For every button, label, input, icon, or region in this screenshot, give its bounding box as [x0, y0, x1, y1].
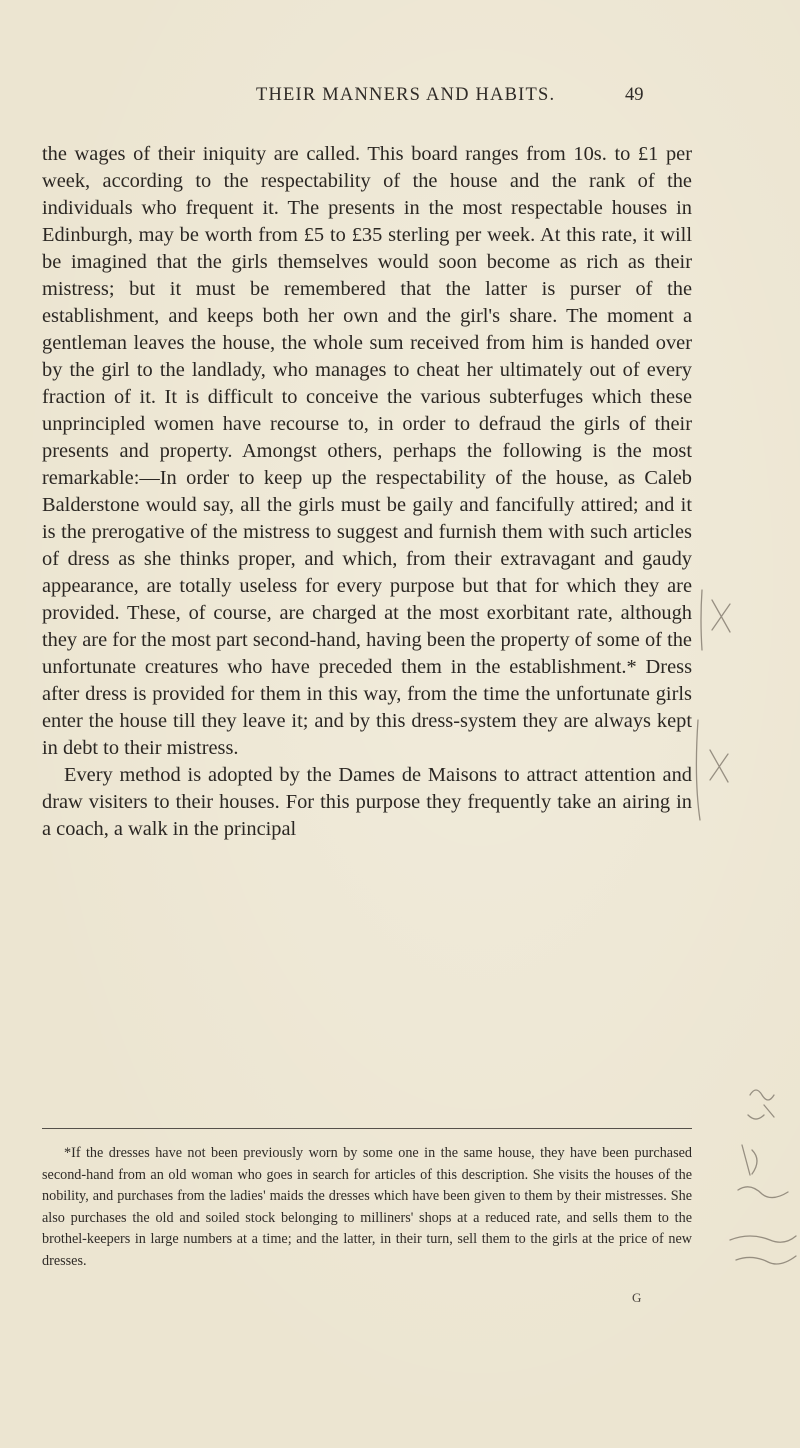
footnote	[42, 1143, 692, 1273]
footnote-text: *If the dresses have not been previously worn by some one in the same house, they have been purchased second-hand from an old woman who goes in search for articles of this description. She visits the houses of the nobility, and purchases from the ladies' maids the dresses which have been given to them by their mistresses. She also purchases the old and soiled stock belonging to milliners' shops at a reduced rate, and sells them to the brothel-keepers in large numbers at a time; and the latter, in their turn, sell them to the girls at the price of new dresses.	[42, 1145, 692, 1269]
signature-mark: G	[632, 1290, 642, 1305]
footnote-rule	[42, 1128, 692, 1129]
paragraph-1: the wages of their iniquity are called. This board ranges from 10s. to £1 per week, according to the respectability of the house and the rank of the individuals who frequent it. The presents in the most respectable houses in Edinburgh, may be worth from £5 to £35 sterling per week. At this rate, it will be imagined that the girls themselves would soon become as rich as their mistress; but it must be remembered that the latter is purser of the establishment, and keeps both her own and the girl's share. The moment a gentleman leaves the house, the whole sum received from him is handed over by the girl to the landlady, who manages to cheat her ultimately out of every fraction of it. It is difficult to conceive the various subterfuges which these unprincipled women have recourse to, in order to defraud the girls of their presents and property. Amongst others, perhaps the following is the most remarkable:—In order to keep up the respectability of the house, as Caleb Balderstone would say, all the girls must be gaily and fancifully attired; and it is the prerogative of the mistress to suggest and furnish them with such articles of dress as she thinks proper, and which, from their extravagant and gaudy appearance, are totally useless for every purpose but that for which they are provided. These, of course, are charged at the most exorbitant rate, although they are for the most part second-hand, having been the property of some of the unfortunate creatures who have preceded them in the establishment.* Dress after dress is provided for them in this way, from the time the unfortunate girls enter the house till they leave it; and by this dress-system they are always kept in debt to their mistress.	[42, 143, 692, 759]
marginal-pencil-marks	[690, 160, 800, 1400]
margin-bracket-top	[701, 590, 702, 650]
page-number: 49	[625, 85, 644, 105]
paragraph-2: Every method is adopted by the Dames de Maisons to attract attention and draw visiters to their houses. For this purpose they frequently take an airing in a coach, a walk in the principal	[42, 764, 692, 840]
margin-scribble-3	[730, 1236, 796, 1264]
running-title: THEIR MANNERS AND HABITS.	[256, 85, 556, 105]
margin-cross-mid	[710, 750, 728, 782]
margin-cross-top	[712, 600, 730, 632]
body-text	[42, 141, 692, 843]
margin-scribble-1	[748, 1090, 774, 1119]
margin-scribble-2	[738, 1145, 788, 1198]
running-head	[0, 85, 800, 115]
margin-bracket-mid	[696, 720, 700, 820]
